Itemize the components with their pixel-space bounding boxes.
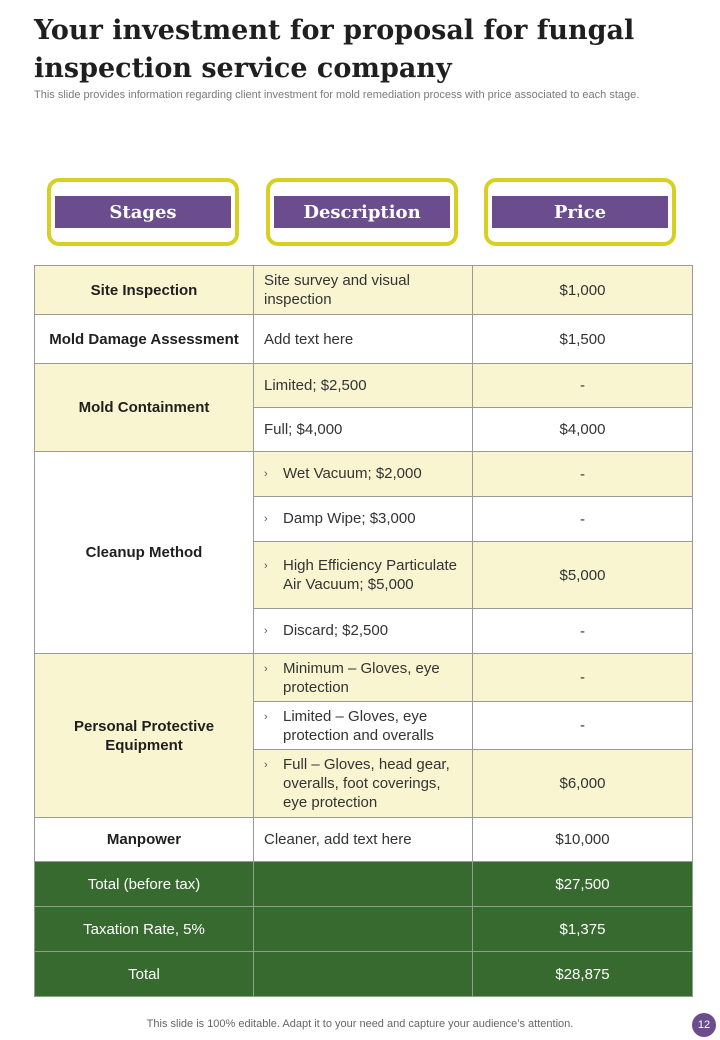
stage-cell: Mold Damage Assessment — [35, 315, 254, 364]
chevron-right-icon: › — [264, 513, 268, 525]
chevron-right-icon: › — [264, 710, 268, 723]
chevron-right-icon: › — [264, 759, 268, 771]
stage-cell: Personal Protective Equipment — [35, 654, 254, 818]
price-cell: - — [473, 654, 693, 702]
price-header-box — [484, 178, 676, 246]
price-cell: - — [473, 609, 693, 654]
empty-cell — [254, 952, 473, 997]
total-label: Taxation Rate, 5% — [35, 907, 254, 952]
description-cell — [254, 750, 473, 818]
stage-cell: Manpower — [35, 818, 254, 862]
total-label: Total (before tax) — [35, 862, 254, 907]
description-cell — [254, 497, 473, 542]
total-value: $27,500 — [473, 862, 693, 907]
description-cell: Site survey and visual inspection — [254, 266, 473, 315]
stage-cell: Mold Containment — [35, 364, 254, 452]
price-cell: $5,000 — [473, 542, 693, 609]
description-cell — [254, 542, 473, 609]
grand-total-row — [35, 952, 693, 997]
description-cell: Cleaner, add text here — [254, 818, 473, 862]
stage-cell: Site Inspection — [35, 266, 254, 315]
page-title: Your investment for proposal for fungal inspection service company — [34, 15, 635, 84]
price-cell: $4,000 — [473, 408, 693, 452]
total-value: $1,375 — [473, 907, 693, 952]
price-cell: $10,000 — [473, 818, 693, 862]
description-cell — [254, 654, 473, 702]
table-row — [35, 452, 693, 497]
description-header-box — [266, 178, 458, 246]
price-cell: $1,000 — [473, 266, 693, 315]
total-before-tax-row — [35, 862, 693, 907]
price-cell: - — [473, 497, 693, 542]
table-row — [35, 818, 693, 862]
description-cell — [254, 609, 473, 654]
table-row — [35, 266, 693, 315]
bullet-text: Wet Vacuum; $2,000 — [283, 465, 422, 482]
total-value: $28,875 — [473, 952, 693, 997]
description-cell: Full; $4,000 — [254, 408, 473, 452]
bullet-text: Discard; $2,500 — [283, 622, 389, 639]
description-header-label: Description — [274, 196, 450, 228]
table-row — [35, 654, 693, 702]
bullet-text: High Efficiency Particulate Air Vacuum; $5,000 — [283, 557, 457, 593]
price-header-label: Price — [492, 196, 668, 228]
taxation-row — [35, 907, 693, 952]
price-cell: - — [473, 702, 693, 750]
description-cell: Limited; $2,500 — [254, 364, 473, 408]
chevron-right-icon: › — [264, 662, 268, 675]
chevron-right-icon: › — [264, 625, 268, 637]
investment-table — [34, 265, 693, 997]
total-label: Total — [35, 952, 254, 997]
chevron-right-icon: › — [264, 560, 268, 572]
bullet-text: Full – Gloves, head gear, overalls, foot coverings, eye protection — [283, 756, 450, 811]
table-row — [35, 364, 693, 408]
price-cell: - — [473, 364, 693, 408]
footer-note: This slide is 100% editable. Adapt it to your need and capture your audience’s attention. — [146, 1018, 574, 1030]
stage-cell: Cleanup Method — [35, 452, 254, 654]
bullet-text: Minimum – Gloves, eye protection — [283, 659, 440, 696]
stages-header-label: Stages — [55, 196, 231, 228]
description-cell — [254, 452, 473, 497]
stages-header-box — [47, 178, 239, 246]
empty-cell — [254, 907, 473, 952]
description-cell: Add text here — [254, 315, 473, 364]
description-cell — [254, 702, 473, 750]
bullet-text: Damp Wipe; $3,000 — [283, 510, 416, 527]
chevron-right-icon: › — [264, 468, 268, 480]
price-cell: $1,500 — [473, 315, 693, 364]
empty-cell — [254, 862, 473, 907]
page-number-badge: 12 — [692, 1013, 716, 1037]
price-cell: $6,000 — [473, 750, 693, 818]
page-subtitle: This slide provides information regarding client investment for mold remediation process with price associated to each stage. — [34, 89, 640, 101]
price-cell: - — [473, 452, 693, 497]
table-row — [35, 315, 693, 364]
bullet-text: Limited – Gloves, eye protection and overalls — [283, 707, 434, 744]
